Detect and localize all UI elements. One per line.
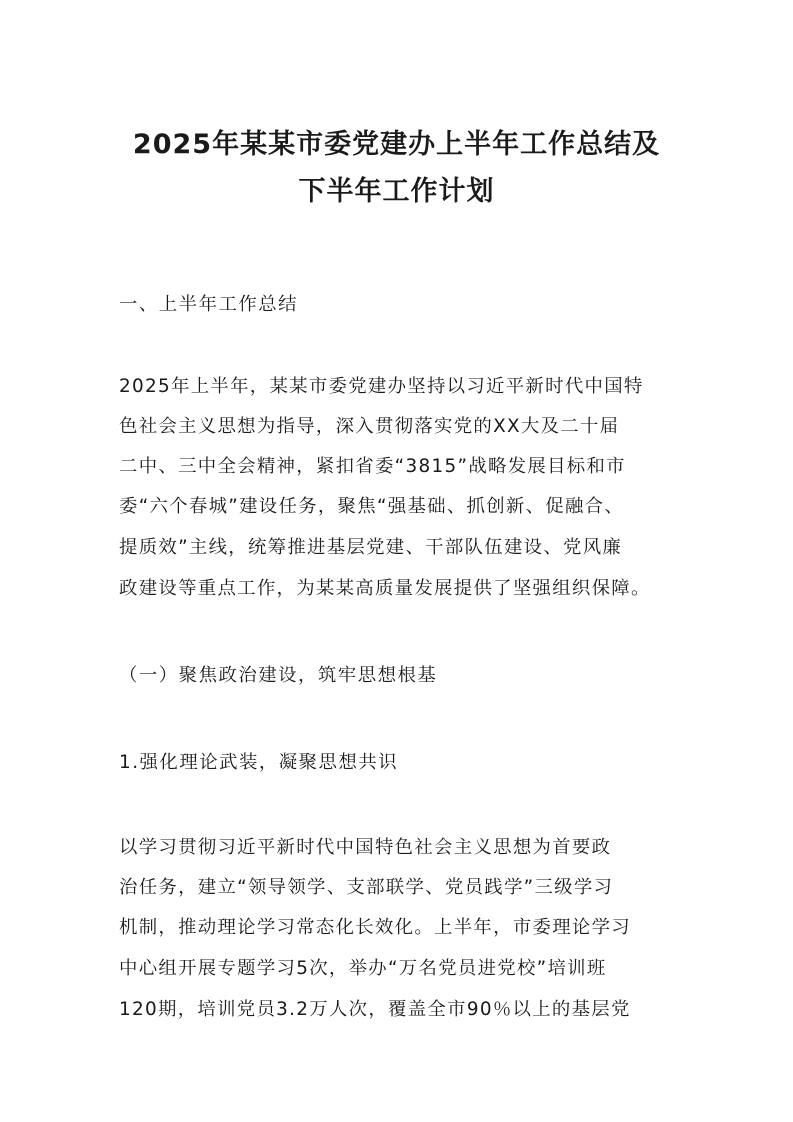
document-title-line-2: 下半年工作计划 bbox=[298, 176, 495, 207]
section-heading: 一、上半年工作总结 bbox=[119, 294, 299, 315]
paragraph-line: 以学习贯彻习近平新时代中国特色社会主义思想为首要政 bbox=[119, 837, 612, 858]
paragraph-line: 治任务，建立“领导领学、支部联学、党员践学”三级学习 bbox=[119, 877, 614, 898]
paragraph-line: 中心组开展专题学习5次，举办“万名党员进党校”培训班 bbox=[119, 958, 607, 979]
item-heading: 1.强化理论武装，凝聚思想共识 bbox=[119, 752, 399, 773]
paragraph-line: 色社会主义思想为指导，深入贯彻落实党的XX大及二十届 bbox=[119, 416, 620, 437]
paragraph-line: 提质效”主线，统筹推进基层党建、干部队伍建设、党风廉 bbox=[119, 537, 623, 558]
paragraph-line: 政建设等重点工作，为某某高质量发展提供了坚强组织保障。 bbox=[119, 578, 651, 599]
paragraph-line: 委“六个春城”建设任务，聚焦“强基础、抓创新、促融合、 bbox=[119, 496, 625, 517]
paragraph-line: 二中、三中全会精神，紧扣省委“3815”战略发展目标和市 bbox=[119, 456, 626, 477]
paragraph-line: 2025年上半年，某某市委党建办坚持以习近平新时代中国特 bbox=[119, 376, 644, 397]
subsection-heading: （一）聚焦政治建设，筑牢思想根基 bbox=[119, 665, 438, 686]
paragraph-line: 120期，培训党员3.2万人次，覆盖全市90％以上的基层党 bbox=[119, 999, 631, 1020]
document-title-line-1: 2025年某某市委党建办上半年工作总结及 bbox=[132, 129, 661, 160]
paragraph-line: 机制，推动理论学习常态化长效化。上半年，市委理论学习 bbox=[119, 917, 631, 938]
